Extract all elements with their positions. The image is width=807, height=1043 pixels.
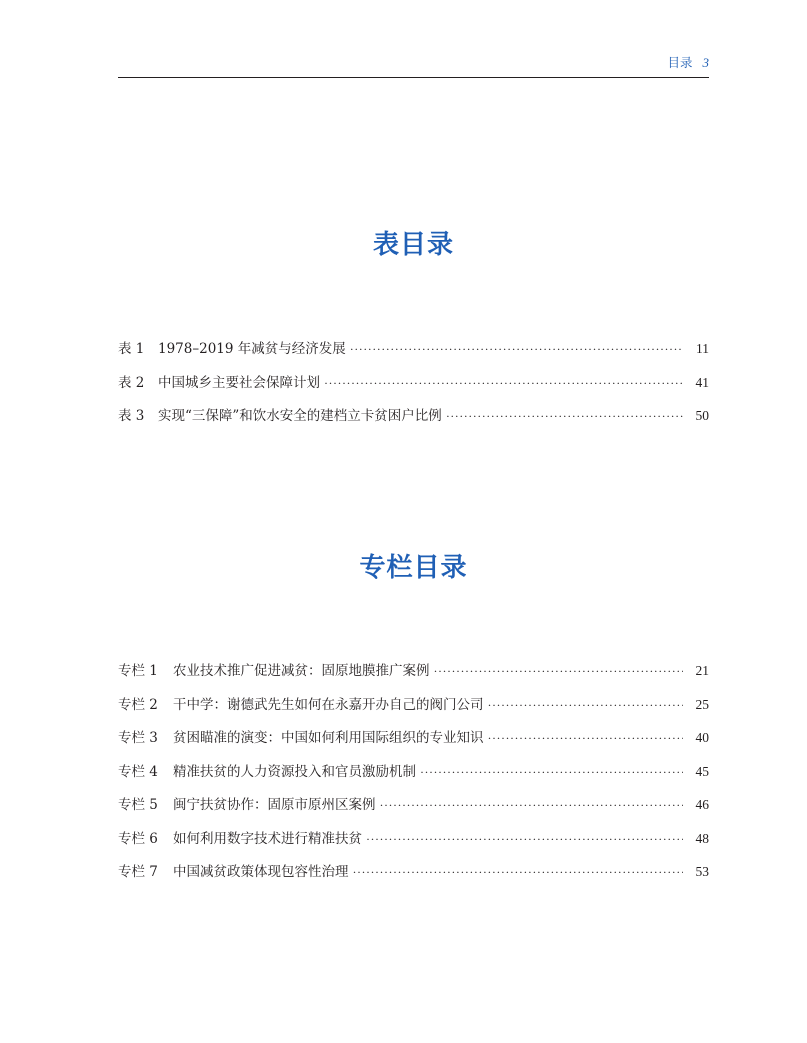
toc-entry-page: 11 bbox=[696, 341, 709, 356]
toc-entry-page: 40 bbox=[695, 730, 709, 745]
toc-entry-box-2[interactable] bbox=[118, 694, 709, 728]
toc-entry-box-3[interactable] bbox=[118, 727, 709, 761]
toc-entry-page: 21 bbox=[695, 663, 709, 678]
toc-entry-table-2[interactable] bbox=[118, 372, 709, 406]
boxes-list bbox=[118, 660, 709, 895]
toc-entry-label: 专栏 3 bbox=[118, 730, 158, 746]
toc-entry-box-6[interactable] bbox=[118, 828, 709, 862]
toc-entry-label: 表 3 bbox=[118, 408, 145, 424]
toc-entry-label: 专栏 4 bbox=[118, 763, 158, 780]
toc-entry-page: 48 bbox=[695, 830, 709, 846]
running-header-title: 目录 bbox=[667, 55, 693, 70]
toc-entry-box-5[interactable] bbox=[118, 794, 709, 828]
toc-entry-box-7[interactable] bbox=[118, 861, 709, 895]
toc-entry-title: 农业技术推广促进减贫：固原地膜推广案例 bbox=[173, 663, 430, 679]
toc-entry-box-4[interactable] bbox=[118, 761, 709, 795]
toc-entry-title: 精准扶贫的人力资源投入和官员激励机制 bbox=[173, 763, 416, 780]
dot-leader bbox=[353, 861, 684, 883]
header-rule bbox=[118, 77, 709, 78]
toc-entry-label: 专栏 6 bbox=[118, 830, 158, 847]
toc-entry-page: 53 bbox=[695, 864, 709, 879]
toc-entry-title: 闽宁扶贫协作：固原市原州区案例 bbox=[173, 797, 376, 813]
toc-entry-page: 45 bbox=[695, 763, 709, 779]
dot-leader bbox=[434, 660, 684, 682]
toc-entry-label: 专栏 5 bbox=[118, 797, 158, 813]
toc-entry-title: 实现“三保障”和饮水安全的建档立卡贫困户比例 bbox=[158, 408, 442, 424]
dot-leader bbox=[380, 794, 684, 816]
dot-leader bbox=[446, 405, 683, 427]
toc-entry-table-1[interactable] bbox=[118, 338, 709, 372]
toc-entry-label: 表 1 bbox=[118, 341, 145, 357]
dot-leader bbox=[324, 372, 683, 394]
toc-entry-title: 如何利用数字技术进行精准扶贫 bbox=[173, 830, 362, 847]
toc-entry-page: 46 bbox=[695, 797, 709, 812]
toc-entry-title: 干中学：谢德武先生如何在永嘉开办自己的阀门公司 bbox=[173, 696, 484, 713]
dot-leader bbox=[488, 727, 684, 749]
page-number: 3 bbox=[702, 55, 709, 70]
dot-leader bbox=[488, 694, 684, 716]
toc-entry-label: 专栏 1 bbox=[118, 663, 158, 679]
toc-entry-page: 25 bbox=[695, 696, 709, 712]
tables-section-title: 表目录 bbox=[372, 230, 454, 260]
boxes-section-title: 专栏目录 bbox=[359, 553, 468, 583]
toc-entry-page: 41 bbox=[695, 374, 709, 390]
toc-entry-title: 贫困瞄准的演变：中国如何利用国际组织的专业知识 bbox=[173, 730, 484, 746]
toc-entry-page: 50 bbox=[695, 408, 709, 423]
toc-entry-box-1[interactable] bbox=[118, 660, 709, 694]
dot-leader bbox=[350, 338, 683, 360]
toc-entry-label: 专栏 2 bbox=[118, 696, 158, 713]
dot-leader bbox=[366, 828, 683, 850]
toc-entry-label: 表 2 bbox=[118, 374, 145, 391]
toc-entry-title: 中国城乡主要社会保障计划 bbox=[158, 374, 320, 391]
toc-entry-title: 中国减贫政策体现包容性治理 bbox=[173, 864, 349, 880]
tables-list bbox=[118, 338, 709, 439]
dot-leader bbox=[420, 761, 683, 783]
toc-entry-title: 1978–2019 年减贫与经济发展 bbox=[158, 341, 346, 357]
running-header bbox=[118, 52, 709, 74]
toc-entry-label: 专栏 7 bbox=[118, 864, 158, 880]
toc-entry-table-3[interactable] bbox=[118, 405, 709, 439]
